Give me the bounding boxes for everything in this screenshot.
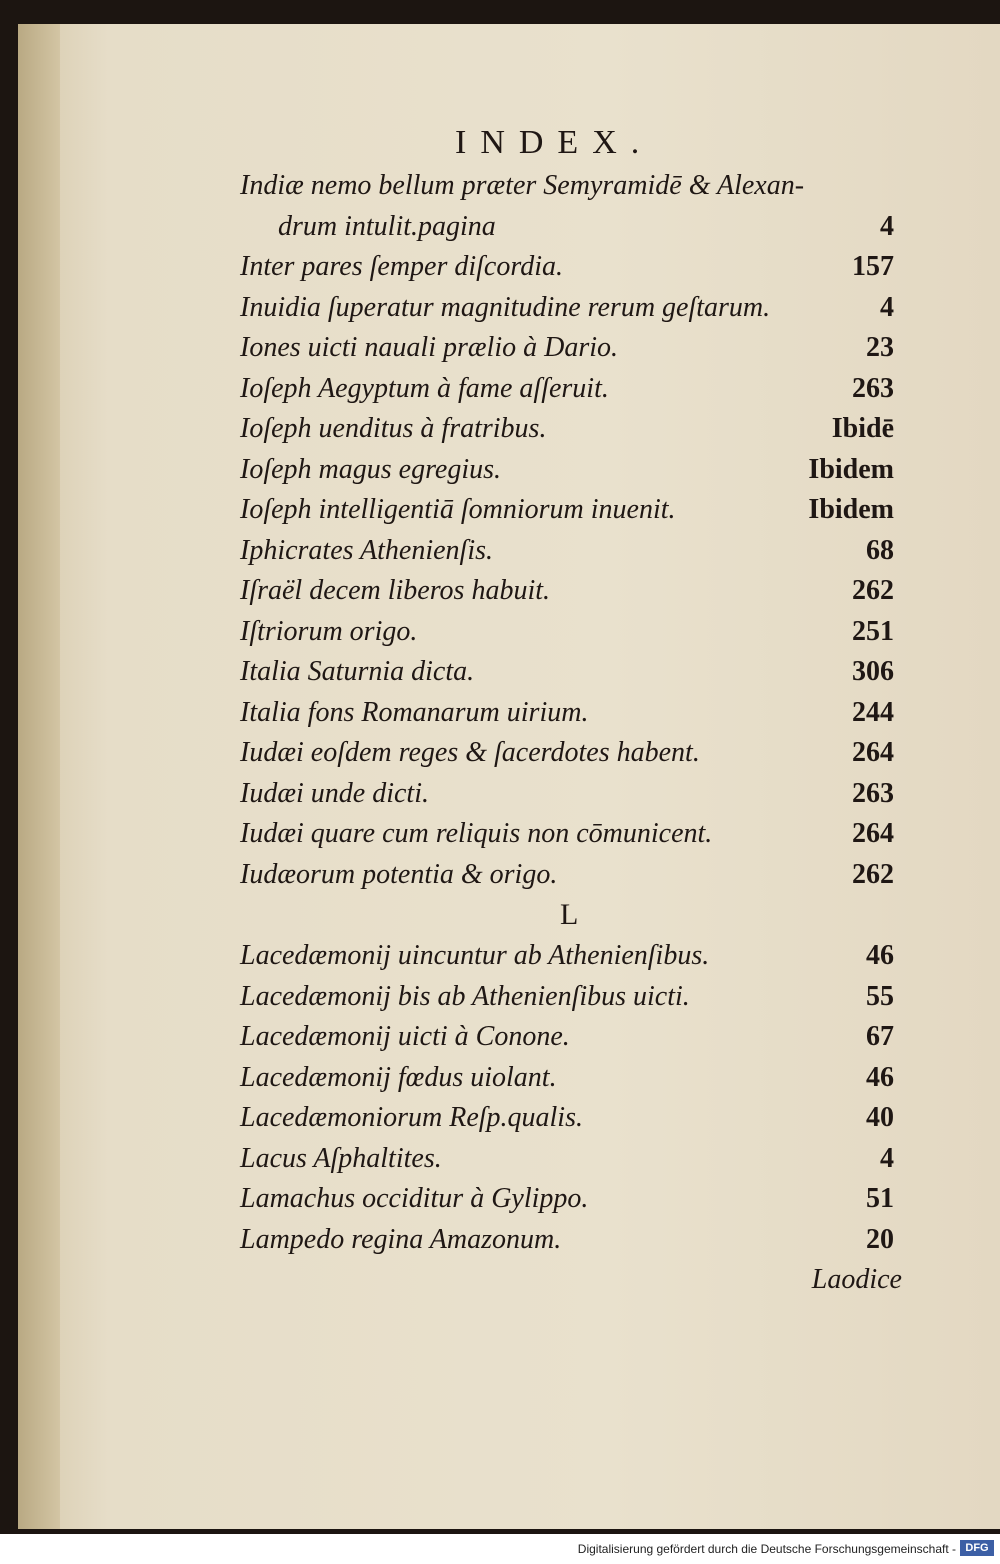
- entry-page-number: 262: [852, 575, 894, 606]
- entry-text: Lampedo regina Amazonum.: [240, 1223, 562, 1255]
- entry-page-number: 263: [852, 777, 894, 809]
- entry-text: Lacedæmonij uincuntur ab Athenienſibus.: [240, 940, 710, 971]
- index-entry: [240, 938, 894, 974]
- entry-text: Iones uicti nauali prælio à Dario.: [240, 332, 618, 363]
- entry-text: Ioſeph magus egregius.: [240, 453, 502, 485]
- entry-text: Iudæi quare cum reliquis non cōmunicent.: [240, 818, 713, 849]
- entry-page-number: 20: [866, 1223, 894, 1255]
- entry-text: Lacedæmonij uicti à Conone.: [240, 1021, 570, 1052]
- page-gutter-shadow: [18, 24, 60, 1529]
- index-entry: [240, 1100, 894, 1136]
- entry-page-number: 23: [866, 332, 894, 363]
- entry-page-number: 55: [866, 980, 894, 1012]
- entry-page-number: 157: [852, 251, 894, 282]
- index-entry: [240, 1019, 894, 1055]
- index-entry: [240, 168, 894, 204]
- entry-text: Ioſeph intelligentiā ſomniorum inuenit.: [240, 494, 676, 525]
- entry-page-number: 251: [852, 615, 894, 647]
- entry-text: drum intulit.pagina: [278, 210, 496, 242]
- index-entry: [240, 533, 894, 569]
- entry-text: Indiæ nemo bellum præter Semyramidē & Alexan-: [240, 170, 805, 201]
- entry-text: Inuidia ſuperatur magnitudine rerum geſtarum.: [240, 291, 771, 323]
- index-entry: [240, 290, 894, 326]
- index-entry: [240, 816, 894, 852]
- entry-text: Inter pares ſemper diſcordia.: [240, 251, 563, 282]
- entry-text: Iudæi unde dicti.: [240, 777, 429, 809]
- entry-page-number: Ibidem: [808, 453, 894, 485]
- index-entry: [240, 411, 894, 447]
- index-entry: [240, 209, 894, 245]
- entry-page-number: Ibidē: [831, 413, 894, 444]
- entry-text: Lamachus occiditur à Gylippo.: [240, 1183, 589, 1214]
- entry-page-number: 67: [866, 1021, 894, 1052]
- page-title: INDEX.: [455, 124, 654, 161]
- index-entry: [240, 1181, 894, 1217]
- entry-page-number: 4: [880, 291, 894, 323]
- index-entry: [240, 614, 894, 650]
- entry-text: Italia Saturnia dicta.: [240, 656, 475, 687]
- entry-text: Ioſeph Aegyptum à fame aſſeruit.: [240, 372, 609, 404]
- section-letter-heading: L: [560, 898, 579, 931]
- footer-bar: [0, 1534, 1000, 1564]
- entry-page-number: 46: [866, 940, 894, 971]
- index-entry: [240, 1222, 894, 1258]
- entry-page-number: 4: [880, 1142, 894, 1174]
- index-entry: [240, 857, 894, 893]
- entry-text: Iudæorum potentia & origo.: [240, 858, 558, 890]
- index-entry: [240, 735, 894, 771]
- entry-page-number: 263: [852, 372, 894, 404]
- dfg-logo: DFG: [960, 1540, 994, 1556]
- footer-credit: Digitalisierung gefördert durch die Deutsche Forschungsgemeinschaft -: [577, 1542, 956, 1556]
- entry-page-number: 306: [852, 656, 894, 687]
- entry-page-number: 4: [880, 210, 894, 242]
- entry-page-number: 68: [866, 534, 894, 566]
- entry-text: Lacus Aſphaltites.: [240, 1142, 442, 1174]
- catchword: Laodice: [811, 1264, 902, 1295]
- index-entry: [240, 492, 894, 528]
- index-entry: [240, 249, 894, 285]
- index-entry: [240, 776, 894, 812]
- entry-text: Italia fons Romanarum uirium.: [240, 696, 589, 728]
- entry-page-number: 51: [866, 1183, 894, 1214]
- index-entry: [240, 1141, 894, 1177]
- entry-page-number: 46: [866, 1061, 894, 1093]
- index-entry: [240, 695, 894, 731]
- entry-text: Iſraël decem liberos habuit.: [240, 575, 551, 606]
- entry-text: Iudæi eoſdem reges & ſacerdotes habent.: [240, 737, 700, 768]
- index-entry: [240, 979, 894, 1015]
- index-entry: [240, 371, 894, 407]
- entry-page-number: 264: [852, 818, 894, 849]
- entry-text: Lacedæmonij bis ab Athenienſibus uicti.: [240, 980, 690, 1012]
- entry-page-number: 264: [852, 737, 894, 768]
- entry-text: Lacedæmoniorum Reſp.qualis.: [240, 1102, 583, 1133]
- index-entry: [240, 1060, 894, 1096]
- entry-text: Ioſeph uenditus à fratribus.: [240, 413, 547, 444]
- entry-page-number: 244: [852, 696, 894, 728]
- index-entry: [240, 573, 894, 609]
- entry-text: Iſtriorum origo.: [240, 615, 418, 647]
- entry-page-number: Ibidem: [808, 494, 894, 525]
- entry-page-number: 40: [866, 1102, 894, 1133]
- index-entry: [240, 330, 894, 366]
- index-entry: [240, 654, 894, 690]
- index-entry: [240, 452, 894, 488]
- entry-text: Iphicrates Athenienſis.: [240, 534, 493, 566]
- entry-page-number: 262: [852, 858, 894, 890]
- entry-text: Lacedæmonij fœdus uiolant.: [240, 1061, 557, 1093]
